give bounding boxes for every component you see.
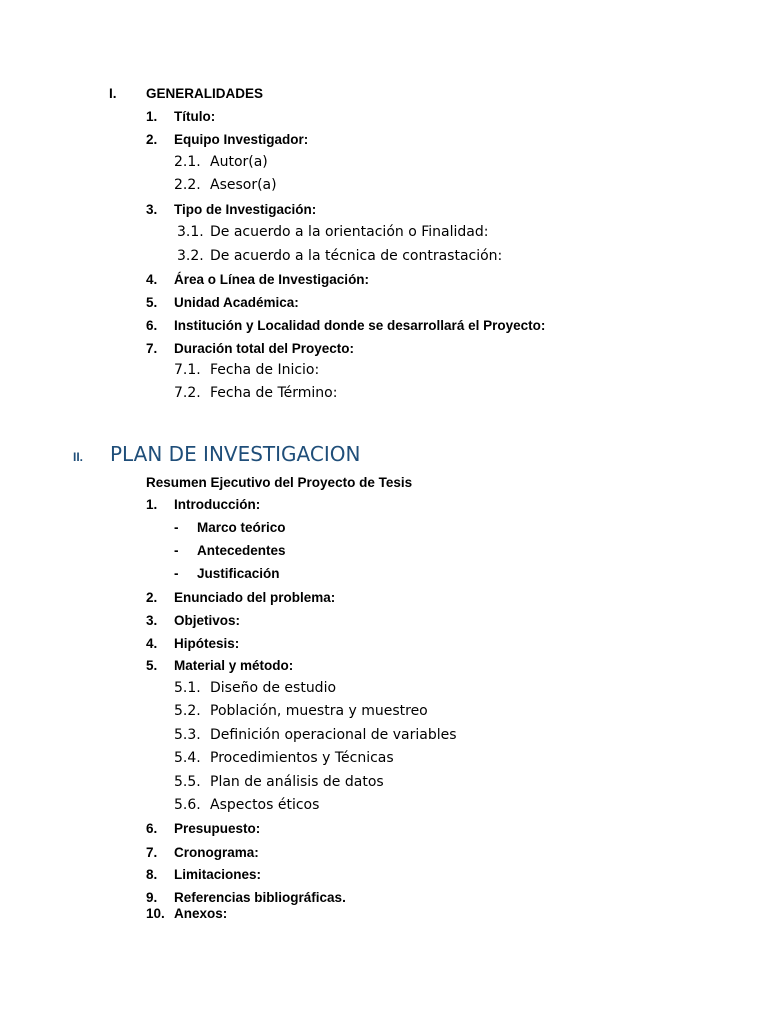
section-1-title: GENERALIDADES — [146, 86, 264, 101]
section-1-numeral: I. — [109, 86, 117, 101]
section-2-title: PLAN DE INVESTIGACION — [110, 442, 361, 466]
section-2-numeral: II. — [73, 450, 84, 464]
